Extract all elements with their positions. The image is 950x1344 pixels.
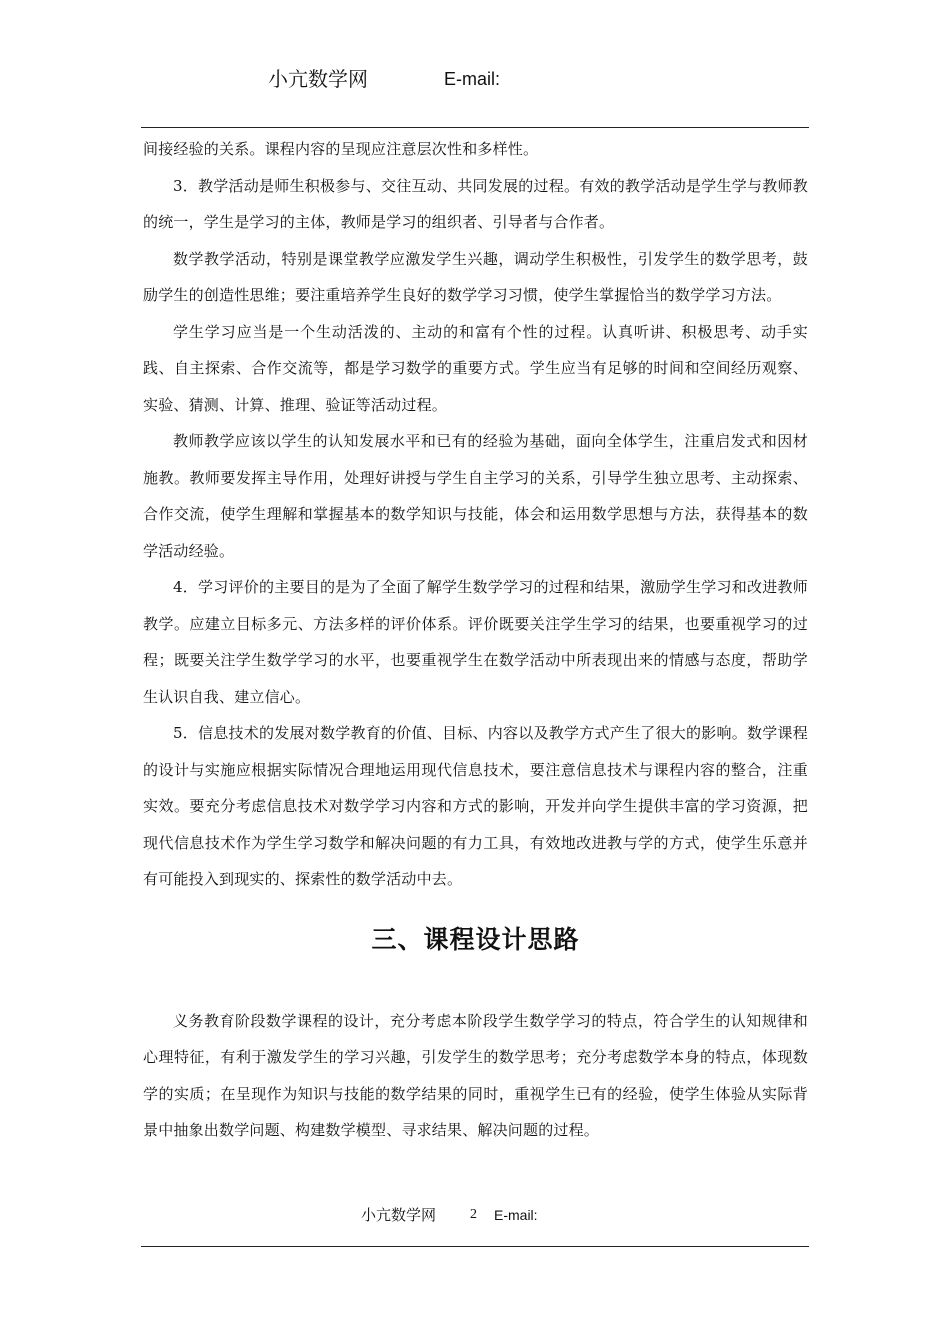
paragraph-item-3: 3．教学活动是师生积极参与、交往互动、共同发展的过程。有效的教学活动是学生学与教师教的统一，学生是学习的主体，教师是学习的组织者、引导者与合作者。 <box>143 176 808 231</box>
page-footer <box>0 1202 950 1228</box>
footer-divider <box>141 1246 809 1247</box>
section-spacer <box>143 982 808 1003</box>
document-body <box>143 131 808 1149</box>
footer-email-label: E-mail: <box>494 1207 538 1223</box>
paragraph-course-design: 义务教育阶段数学课程的设计，充分考虑本阶段学生数学学习的特点，符合学生的认知规律和心理特征，有利于激发学生的学习兴趣，引发学生的数学思考；充分考虑数学本身的特点，体现数学的实质；在呈现作为知识与技能的数学结果的同时，重视学生已有的经验，使学生体验从实际背景中抽象出数学问题、构建数学模型、寻求结果、解决问题的过程。 <box>143 1011 808 1139</box>
paragraph-teacher-teaching: 教师教学应该以学生的认知发展水平和已有的经验为基础，面向全体学生，注重启发式和因材施教。教师要发挥主导作用，处理好讲授与学生自主学习的关系，引导学生独立思考、主动探索、合作交流，使学生理解和掌握基本的数学知识与技能，体会和运用数学思想与方法，获得基本的数学活动经验。 <box>143 432 808 560</box>
footer-site-name: 小亢数学网 <box>361 1206 437 1224</box>
paragraph-classroom-teaching: 数学教学活动，特别是课堂教学应激发学生兴趣，调动学生积极性，引发学生的数学思考，鼓励学生的创造性思维；要注重培养学生良好的数学学习习惯，使学生掌握恰当的数学学习方法。 <box>143 249 808 304</box>
paragraph-item-5: 5．信息技术的发展对数学教育的价值、目标、内容以及教学方式产生了很大的影响。数学课程的设计与实施应根据实际情况合理地运用现代信息技术，要注意信息技术与课程内容的整合，注重实效。要充分考虑信息技术对数学学习内容和方式的影响，开发并向学生提供丰富的学习资源，把现代信息技术作为学生学习数学和解决问题的有力工具，有效地改进教与学的方式，使学生乐意并有可能投入到现实的、探索性的数学活动中去。 <box>143 724 808 888</box>
section-heading: 三、课程设计思路 <box>371 924 580 954</box>
paragraph-item-4: 4．学习评价的主要目的是为了全面了解学生数学学习的过程和结果，激励学生学习和改进教师教学。应建立目标多元、方法多样的评价体系。评价既要关注学生学习的结果，也要重视学习的过程；既要关注学生数学学习的水平，也要重视学生在数学活动中所表现出来的情感与态度，帮助学生认识自我、建立信心。 <box>143 578 808 706</box>
paragraph-student-learning: 学生学习应当是一个生动活泼的、主动的和富有个性的过程。认真听讲、积极思考、动手实践、自主探索、合作交流等，都是学习数学的重要方式。学生应当有足够的时间和空间经历观察、实验、猜测、计算、推理、验证等活动过程。 <box>143 322 808 414</box>
header-email-label: E-mail: <box>444 69 501 89</box>
footer-page-number: 2 <box>470 1207 477 1222</box>
page-header <box>0 64 950 94</box>
header-divider <box>141 127 809 128</box>
paragraph-continuation: 间接经验的关系。课程内容的呈现应注意层次性和多样性。 <box>143 140 539 158</box>
header-site-name: 小亢数学网 <box>268 67 368 91</box>
